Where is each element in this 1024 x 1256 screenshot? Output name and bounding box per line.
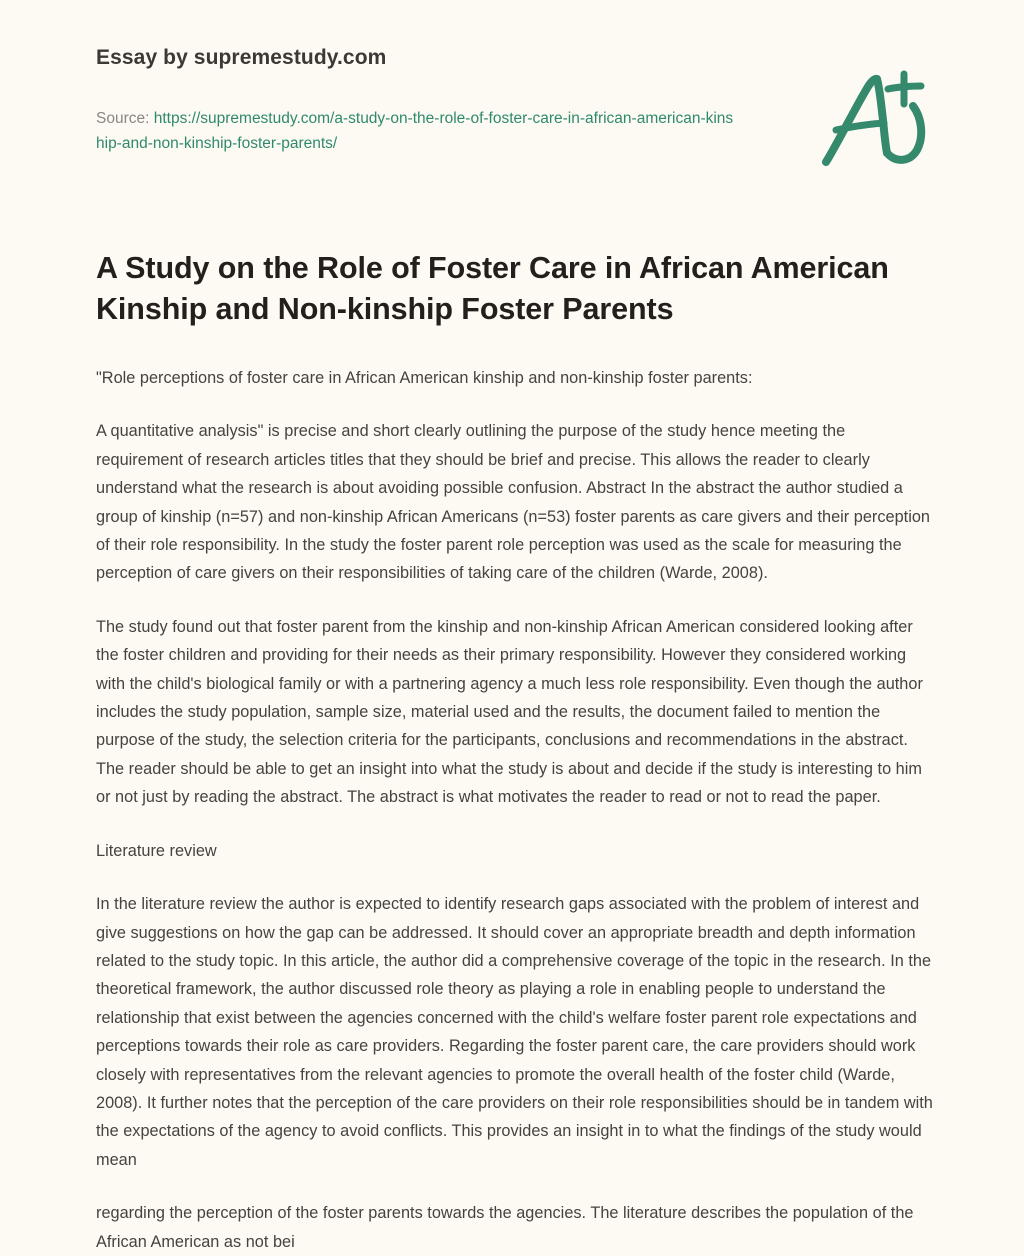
article-body <box>96 364 934 1256</box>
article <box>96 248 934 1256</box>
page-header <box>0 0 1024 200</box>
paragraph: regarding the perception of the foster parents towards the agencies. The literature describes the population of the African American as not bei <box>96 1204 914 1251</box>
a-plus-logo-icon <box>818 66 930 170</box>
source-label: Source: <box>96 110 150 127</box>
paragraph: "Role perceptions of foster care in African American kinship and non-kinship foster parents: <box>96 369 753 387</box>
essay-byline: Essay by supremestudy.com <box>96 46 387 69</box>
paragraph: In the literature review the author is expected to identify research gaps associated with the problem of interest and give suggestions on how the gap can be addressed. It should cover an appropriate breadth and depth information related to the study topic. In this article, the author did a comprehensive coverage of the topic in the research. In the theoretical framework, the author discussed role theory as playing a role in enabling people to understand the relationship that exist between the agencies concerned with the child's welfare foster parent role expectations and perceptions towards their role as care providers. Regarding the foster parent care, the care providers should work closely with representatives from the relevant agencies to promote the overall health of the foster child (Warde, 2008). It further notes that the perception of the care providers on their role responsibilities should be in tandem with the expectations of the agency to avoid conflicts. This provides an insight in to what the findings of the study would mean <box>96 895 933 1169</box>
source-url-link[interactable]: https://supremestudy.com/a-study-on-the-role-of-foster-care-in-african-american-kinship-and-non-kinship-foster-parents/ <box>96 110 734 152</box>
paragraph: A quantitative analysis" is precise and short clearly outlining the purpose of the study hence meeting the requirement of research articles titles that they should be brief and precise. This allows the reader to clearly understand what the research is about avoiding possible confusion. Abstract In the abstract the author studied a group of kinship (n=57) and non-kinship African Americans (n=53) foster parents as care givers and their perception of their role responsibility. In the study the foster parent role perception was used as the scale for measuring the perception of care givers on their responsibilities of taking care of the children (Warde, 2008). <box>96 422 931 583</box>
source-line <box>96 106 736 156</box>
section-heading-literature-review: Literature review <box>96 841 217 860</box>
paragraph: The study found out that foster parent from the kinship and non-kinship African American considered looking after the foster children and providing for their needs as their primary responsibility. However they considered working with the child's biological family or with a partnering agency a much less role responsibility. Even though the author includes the study population, sample size, material used and the results, the document failed to mention the purpose of the study, the selection criteria for the participants, conclusions and recommendations in the abstract. The reader should be able to get an insight into what the study is about and decide if the study is interesting to him or not just by reading the abstract. The abstract is what motivates the reader to read or not to read the paper. <box>96 617 923 807</box>
page-title: A Study on the Role of Foster Care in African American Kinship and Non-kinship Foster Parents <box>96 251 889 326</box>
